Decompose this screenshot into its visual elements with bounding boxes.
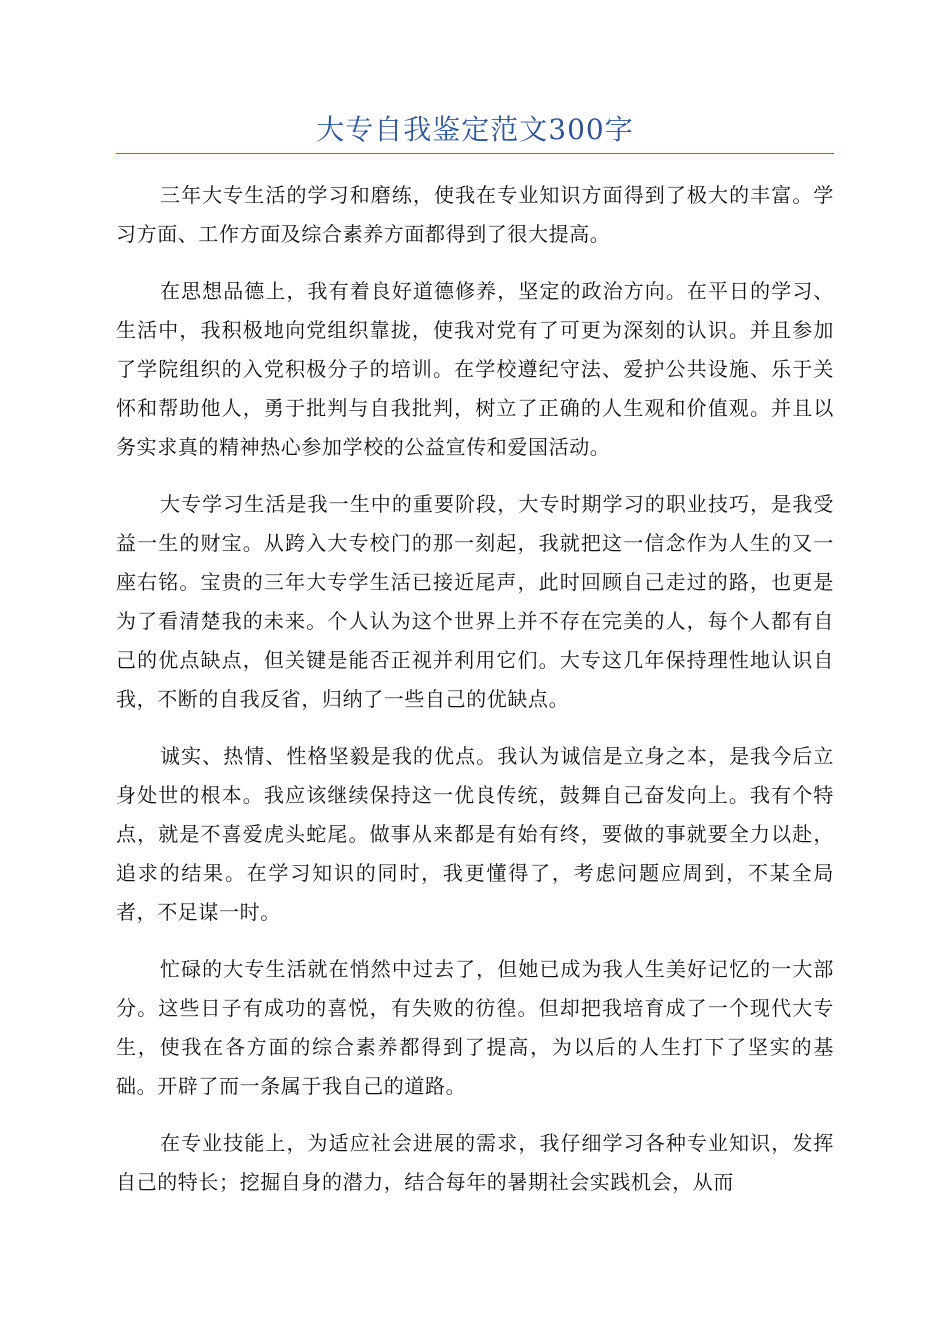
title-underline xyxy=(116,153,834,154)
paragraph-4: 诚实、热情、性格坚毅是我的优点。我认为诚信是立身之本，是我今后立身处世的根本。我应该继续保持这一优良传统，鼓舞自己奋发向上。我有个特点，就是不喜爱虎头蛇尾。做事从来都是有始有终，要做的事就要全力以赴，追求的结果。在学习知识的同时，我更懂得了，考虑问题应周到，不某全局者，不足谋一时。 xyxy=(116,744,834,924)
paragraph-5: 忙碌的大专生活就在悄然中过去了，但她已成为我人生美好记忆的一大部分。这些日子有成功的喜悦，有失败的彷徨。但却把我培育成了一个现代大专生，使我在各方面的综合素养都得到了提高，为以后的人生打下了坚实的基础。开辟了而一条属于我自己的道路。 xyxy=(116,957,834,1098)
paragraph-3: 大专学习生活是我一生中的重要阶段，大专时期学习的职业技巧，是我受益一生的财宝。从跨入大专校门的那一刻起，我就把这一信念作为人生的又一座右铭。宝贵的三年大专学生活已接近尾声，此时回顾自己走过的路，也更是为了看清楚我的未来。个人认为这个世界上并不存在完美的人，每个人都有自己的优点缺点，但关键是能否正视并利用它们。大专这几年保持理性地认识自我，不断的自我反省，归纳了一些自己的优缺点。 xyxy=(116,492,834,711)
paragraph-1: 三年大专生活的学习和磨练，使我在专业知识方面得到了极大的丰富。学习方面、工作方面及综合素养方面都得到了很大提高。 xyxy=(116,183,834,246)
document-body xyxy=(116,176,834,1220)
paragraph-2: 在思想品德上，我有着良好道德修养，坚定的政治方向。在平日的学习、生活中，我积极地向党组织靠拢，使我对党有了可更为深刻的认识。并且参加了学院组织的入党积极分子的培训。在学校遵纪守法、爱护公共设施、乐于关怀和帮助他人，勇于批判与自我批判，树立了正确的人生观和价值观。并且以务实求真的精神热心参加学校的公益宣传和爱国活动。 xyxy=(116,279,834,459)
paragraph-6: 在专业技能上，为适应社会进展的需求，我仔细学习各种专业知识，发挥自己的特长；挖掘自身的潜力，结合每年的暑期社会实践机会，从而 xyxy=(116,1131,834,1194)
document-title: 大专自我鉴定范文300字 xyxy=(316,113,634,146)
